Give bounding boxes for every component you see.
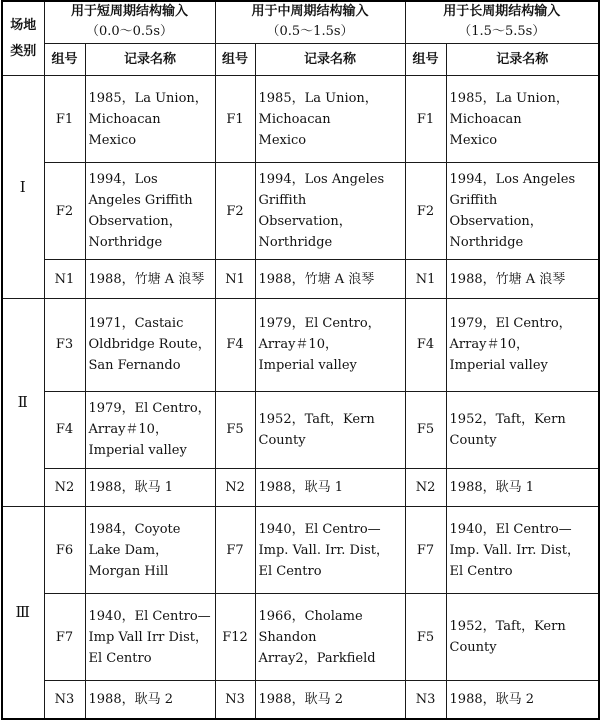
long-record-cell: 1979，El Centro， Array＃10， Imperial valley [446,298,599,391]
long-group-cell: F5 [405,594,446,681]
mid-group-cell: N1 [215,260,255,298]
long-record-cell: 1988，耿马 1 [446,468,599,506]
short-period-header [44,1,215,43]
mid-group-cell: F4 [215,298,255,391]
short-group-cell: F1 [44,76,85,163]
site-class-cell: Ⅲ [2,507,44,719]
short-record-cell: 1994，Los Angeles Griffith Observation， Northridge [85,163,215,260]
short-period-range: （0.0～0.5s） [85,24,174,40]
mid-record-cell: 1979，El Centro， Array＃10， Imperial valley [255,298,405,391]
mid-group-cell: N2 [215,468,255,506]
group-no-header: 组号 [405,43,446,75]
record-name-header: 记录名称 [85,43,215,75]
mid-group-cell: F7 [215,507,255,594]
group-no-header: 组号 [215,43,255,75]
site-class-cell: Ⅱ [2,298,44,506]
short-record-cell: 1988，耿马 1 [85,468,215,506]
mid-record-cell: 1988，竹塘 A 浪琴 [255,260,405,298]
mid-group-cell: F1 [215,76,255,163]
group-no-header: 组号 [44,43,85,75]
short-group-cell: N3 [44,681,85,719]
record-row [2,468,599,506]
record-row [2,163,599,260]
record-row [2,594,599,681]
mid-period-title: 用于中周期结构输入 [251,4,369,20]
mid-group-cell: N3 [215,681,255,719]
mid-group-cell: F5 [215,391,255,468]
site-class-cell: Ⅰ [2,76,44,298]
long-group-cell: N3 [405,681,446,719]
long-record-cell: 1952，Taft，Kern County [446,594,599,681]
record-name-header: 记录名称 [446,43,599,75]
long-record-cell: 1988，耿马 2 [446,681,599,719]
short-group-cell: F4 [44,391,85,468]
record-row [2,507,599,594]
short-period-title: 用于短周期结构输入 [71,4,189,20]
long-group-cell: F7 [405,507,446,594]
mid-record-cell: 1988，耿马 2 [255,681,405,719]
site-category-header: 场地 类别 [2,1,44,76]
record-row [2,260,599,298]
short-record-cell: 1940，El Centro— Imp Vall Irr Dist， El Centro [85,594,215,681]
header-row-period [2,1,599,43]
mid-record-cell: 1952，Taft，Kern County [255,391,405,468]
short-record-cell: 1984，Coyote Lake Dam， Morgan Hill [85,507,215,594]
short-group-cell: F7 [44,594,85,681]
record-row [2,298,599,391]
mid-group-cell: F2 [215,163,255,260]
long-group-cell: F1 [405,76,446,163]
long-period-range: （1.5～5.5s） [458,24,546,40]
mid-record-cell: 1994，Los Angeles Griffith Observation， Northridge [255,163,405,260]
long-record-cell: 1988，竹塘 A 浪琴 [446,260,599,298]
short-record-cell: 1985，La Union， Michoacan Mexico [85,76,215,163]
record-row [2,391,599,468]
long-period-title: 用于长周期结构输入 [443,4,561,20]
long-record-cell: 1940，El Centro— Imp. Vall. Irr. Dist， El Centro [446,507,599,594]
short-record-cell: 1988，耿马 2 [85,681,215,719]
mid-record-cell: 1988，耿马 1 [255,468,405,506]
mid-group-cell: F12 [215,594,255,681]
short-record-cell: 1979，El Centro， Array＃10， Imperial valley [85,391,215,468]
short-group-cell: F2 [44,163,85,260]
record-name-header: 记录名称 [255,43,405,75]
mid-period-range: （0.5～1.5s） [266,24,354,40]
long-group-cell: N1 [405,260,446,298]
long-record-cell: 1994，Los Angeles Griffith Observation， Northridge [446,163,599,260]
long-record-cell: 1952，Taft，Kern County [446,391,599,468]
long-group-cell: F2 [405,163,446,260]
short-record-cell: 1988，竹塘 A 浪琴 [85,260,215,298]
record-row [2,681,599,719]
header-row-columns [2,43,599,75]
long-period-header [405,1,599,43]
mid-record-cell: 1966，Cholame Shandon Array2，Parkfield [255,594,405,681]
short-group-cell: F6 [44,507,85,594]
mid-period-header [215,1,405,43]
record-row [2,76,599,163]
long-group-cell: F5 [405,391,446,468]
mid-record-cell: 1985，La Union， Michoacan Mexico [255,76,405,163]
short-group-cell: F3 [44,298,85,391]
short-group-cell: N1 [44,260,85,298]
mid-record-cell: 1940，El Centro— Imp. Vall. Irr. Dist， El Centro [255,507,405,594]
ground-motion-records-table [1,0,600,720]
short-group-cell: N2 [44,468,85,506]
short-record-cell: 1971，Castaic Oldbridge Route， San Fernando [85,298,215,391]
long-record-cell: 1985，La Union， Michoacan Mexico [446,76,599,163]
long-group-cell: F4 [405,298,446,391]
long-group-cell: N2 [405,468,446,506]
